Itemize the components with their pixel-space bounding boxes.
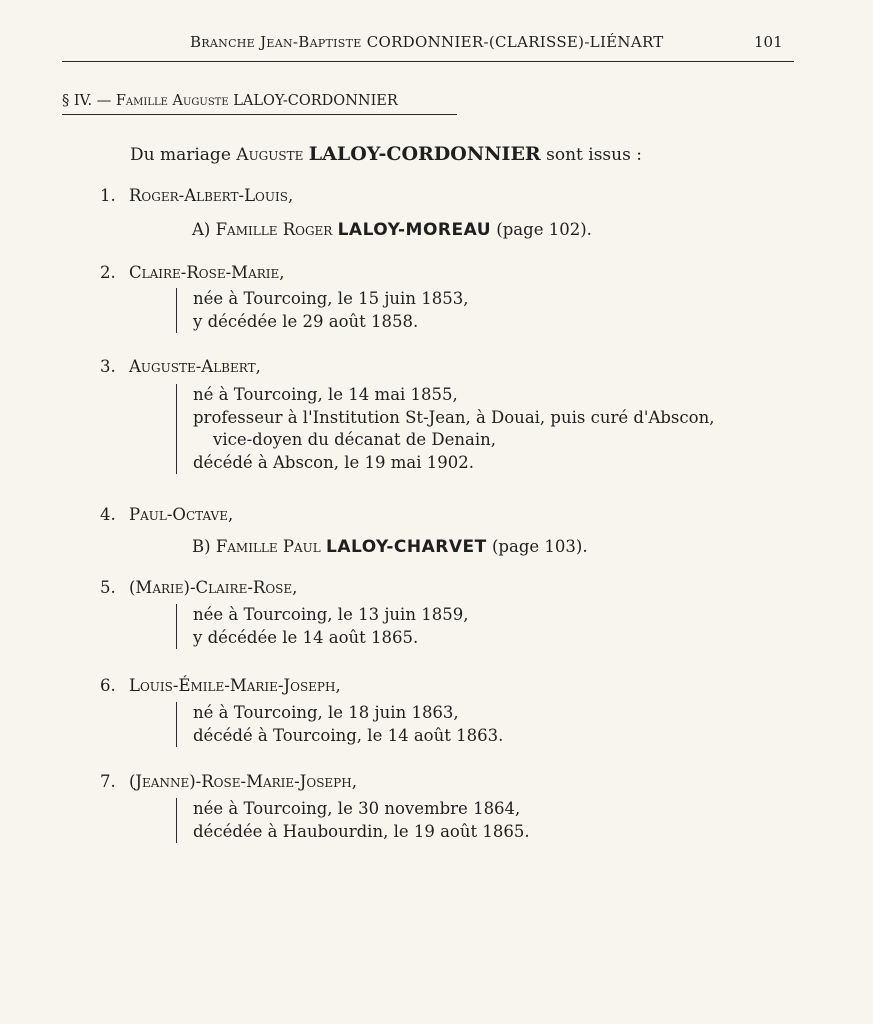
entry-3-details	[176, 384, 714, 474]
section-underline	[62, 114, 457, 115]
page-number: 101	[754, 33, 783, 51]
family-letter: A)	[192, 220, 211, 239]
section-prefix: § IV. —	[62, 93, 112, 109]
family-letter: B)	[192, 537, 211, 556]
family-reference-a	[192, 220, 592, 240]
entry-number: 1.	[100, 186, 116, 205]
entry-2-details	[176, 288, 468, 333]
detail-line: né à Tourcoing, le 18 juin 1863,	[193, 703, 459, 722]
entry-name: Louis-Émile-Marie-Joseph,	[129, 676, 341, 695]
entry-6	[100, 676, 341, 695]
detail-line: né à Tourcoing, le 14 mai 1855,	[193, 385, 458, 404]
intro-tail: sont issus :	[546, 145, 642, 165]
section-name: LALOY-CORDONNIER	[233, 93, 398, 109]
entry-4	[100, 505, 233, 524]
section-title	[62, 93, 398, 109]
branch-prefix: Branche Jean-Baptiste	[190, 33, 362, 51]
entry-number: 3.	[100, 357, 116, 376]
family-page-ref: (page 103).	[492, 537, 588, 556]
running-header	[190, 33, 664, 51]
family-label: Famille Roger	[215, 220, 333, 239]
entry-5-details	[176, 604, 468, 649]
detail-line: vice-doyen du décanat de Denain,	[213, 430, 496, 449]
entry-name: Paul-Octave,	[129, 505, 234, 524]
family-label: Famille Paul	[215, 537, 321, 556]
entry-5	[100, 578, 297, 597]
branch-name: CORDONNIER-(CLARISSE)-LIÉNART	[366, 33, 664, 51]
entry-number: 7.	[100, 772, 116, 791]
entry-name: Roger-Albert-Louis,	[129, 186, 294, 205]
entry-name: Claire-Rose-Marie,	[129, 263, 285, 282]
family-reference-b	[192, 537, 588, 557]
entry-7-details	[176, 798, 530, 843]
detail-line: née à Tourcoing, le 30 novembre 1864,	[193, 799, 521, 818]
detail-line: née à Tourcoing, le 13 juin 1859,	[193, 605, 469, 624]
family-page-ref: (page 102).	[496, 220, 592, 239]
header-rule	[62, 61, 794, 62]
detail-line: née à Tourcoing, le 15 juin 1853,	[193, 289, 469, 308]
detail-line: y décédée le 29 août 1858.	[193, 311, 419, 331]
entry-number: 2.	[100, 263, 116, 282]
family-surname: LALOY-CHARVET	[326, 537, 487, 557]
entry-name: Auguste-Albert,	[129, 357, 261, 376]
intro-given-name: Auguste	[236, 145, 304, 165]
detail-line: y décédée le 14 août 1865.	[193, 627, 419, 647]
entry-1	[100, 186, 293, 205]
entry-name: (Marie)-Claire-Rose,	[129, 578, 298, 597]
intro-surname: LALOY-CORDONNIER	[308, 143, 541, 165]
entry-number: 4.	[100, 505, 116, 524]
entry-number: 5.	[100, 578, 116, 597]
detail-line: professeur à l'Institution St-Jean, à Douai, puis curé d'Abscon,	[193, 407, 715, 427]
entry-2	[100, 263, 285, 282]
entry-6-details	[176, 702, 503, 747]
detail-line: décédée à Haubourdin, le 19 août 1865.	[193, 821, 530, 841]
intro-lead: Du mariage	[130, 145, 231, 165]
detail-line: décédé à Tourcoing, le 14 août 1863.	[193, 725, 504, 745]
entry-7	[100, 772, 357, 791]
entry-number: 6.	[100, 676, 116, 695]
family-surname: LALOY-MOREAU	[337, 220, 492, 240]
section-label: Famille Auguste	[115, 93, 229, 109]
entry-name: (Jeanne)-Rose-Marie-Joseph,	[129, 772, 357, 791]
intro-line	[130, 143, 642, 165]
entry-3	[100, 357, 261, 376]
detail-line: décédé à Abscon, le 19 mai 1902.	[193, 452, 474, 472]
